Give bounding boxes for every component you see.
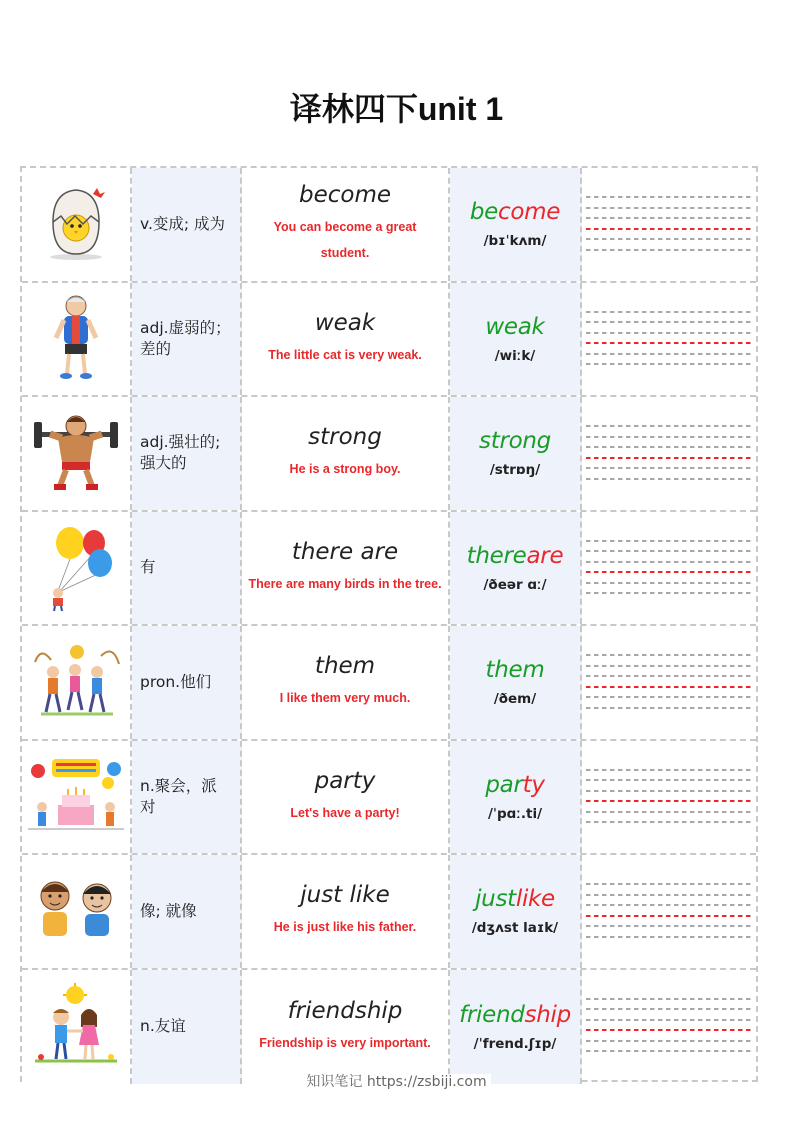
writing-line: [586, 363, 752, 365]
phonics-cell: [450, 970, 582, 1085]
phonics-cell: [450, 397, 582, 510]
chinese-meaning: adj.虚弱的；差的: [140, 318, 231, 358]
vocabulary-table: [20, 166, 758, 1082]
word-cell: [242, 741, 450, 854]
writing-line: [586, 196, 752, 198]
syllable: be: [469, 199, 499, 226]
english-word: weak: [314, 309, 376, 336]
word-cell: [242, 283, 450, 396]
writing-line: [586, 811, 752, 813]
writing-line: [586, 769, 752, 771]
writing-line: [586, 925, 752, 927]
english-word: become: [298, 182, 392, 209]
syllable-word: [485, 314, 544, 340]
writing-line: [586, 467, 752, 469]
weightlifter-icon: [32, 410, 120, 496]
writing-line: [586, 665, 752, 667]
vocab-row: [22, 512, 756, 627]
vocab-row: [22, 168, 756, 283]
picture-cell: [22, 283, 132, 396]
writing-practice-area[interactable]: [582, 283, 756, 396]
phonics-cell: [450, 168, 582, 281]
phonetic-transcription: /ˈpɑː.ti/: [487, 805, 543, 822]
chick-egg-icon: [41, 182, 111, 266]
syllable: friend: [459, 1001, 525, 1028]
picture-cell: [22, 397, 132, 510]
writing-line: [586, 707, 752, 709]
phonetic-transcription: /ðem/: [493, 691, 537, 708]
syllable: ship: [524, 1001, 571, 1028]
picture-cell: [22, 626, 132, 739]
syllable-word: [486, 657, 545, 683]
birthday-party-icon: [28, 755, 124, 839]
vocab-row: [22, 626, 756, 741]
writing-line: [586, 561, 752, 563]
phonics-cell: [450, 855, 582, 968]
english-word: strong: [308, 424, 382, 451]
writing-line: [586, 686, 752, 688]
word-cell: [242, 970, 450, 1085]
writing-line: [586, 936, 752, 938]
footer-text: 知识笔记 https://zsbiji.com: [302, 1074, 490, 1090]
writing-line: [586, 998, 752, 1000]
example-sentence: I like them very much.: [279, 691, 411, 706]
writing-line: [586, 550, 752, 552]
balloons-icon: [36, 521, 116, 615]
writing-line: [586, 894, 752, 896]
meaning-cell: [132, 283, 242, 396]
word-cell: [242, 626, 450, 739]
writing-line: [586, 311, 752, 313]
phonics-cell: [450, 626, 582, 739]
english-word: just like: [300, 882, 390, 909]
meaning-cell: [132, 970, 242, 1085]
phonetic-transcription: /wiːk/: [494, 347, 536, 364]
chinese-meaning: pron.他们: [140, 672, 212, 691]
writing-line: [586, 217, 752, 219]
chinese-meaning: 像; 就像: [140, 901, 197, 920]
picture-cell: [22, 970, 132, 1085]
syllable-word: [459, 1002, 571, 1028]
writing-line: [586, 207, 752, 209]
writing-line: [586, 779, 752, 781]
example-sentence: There are many birds in the tree.: [248, 576, 442, 591]
example-sentence: He is just like his father.: [273, 920, 417, 935]
two-boys-icon: [31, 874, 121, 948]
phonics-cell: [450, 283, 582, 396]
writing-line: [586, 592, 752, 594]
syllable: strong: [479, 428, 551, 455]
writing-line: [586, 571, 752, 573]
syllable: par: [485, 771, 523, 798]
writing-line: [586, 238, 752, 240]
writing-line: [586, 1008, 752, 1010]
vocab-row: [22, 397, 756, 512]
phonetic-transcription: /bɪˈkʌm/: [483, 233, 547, 250]
writing-practice-area[interactable]: [582, 512, 756, 625]
writing-line: [586, 883, 752, 885]
writing-line: [586, 1040, 752, 1042]
meaning-cell: [132, 168, 242, 281]
writing-line: [586, 425, 752, 427]
writing-line: [586, 353, 752, 355]
writing-line: [586, 1019, 752, 1021]
writing-line: [586, 478, 752, 480]
writing-line: [586, 821, 752, 823]
word-cell: [242, 855, 450, 968]
english-word: them: [314, 653, 376, 680]
writing-practice-area[interactable]: [582, 855, 756, 968]
writing-line: [586, 790, 752, 792]
writing-practice-area[interactable]: [582, 397, 756, 510]
writing-practice-area[interactable]: [582, 626, 756, 739]
friends-sun-icon: [31, 983, 121, 1071]
meaning-cell: [132, 741, 242, 854]
writing-line: [586, 457, 752, 459]
footer-watermark: [0, 1071, 793, 1091]
kids-playing-icon: [31, 642, 121, 722]
word-cell: [242, 168, 450, 281]
writing-line: [586, 342, 752, 344]
chinese-meaning: 有: [140, 558, 156, 577]
picture-cell: [22, 512, 132, 625]
writing-line: [586, 800, 752, 802]
writing-practice-area[interactable]: [582, 970, 756, 1085]
meaning-cell: [132, 512, 242, 625]
chinese-meaning: v.变成; 成为: [140, 214, 226, 233]
writing-line: [586, 915, 752, 917]
writing-line: [586, 228, 752, 230]
syllable: them: [485, 657, 545, 684]
syllable: come: [498, 199, 561, 226]
vocab-row: [22, 283, 756, 398]
example-sentence: Friendship is very important.: [259, 1035, 431, 1050]
syllable: there: [466, 542, 527, 569]
vocab-row: [22, 855, 756, 970]
writing-line: [586, 675, 752, 677]
picture-cell: [22, 855, 132, 968]
english-word: there are: [291, 538, 399, 565]
syllable: are: [526, 542, 564, 569]
english-word: party: [314, 767, 376, 794]
writing-line: [586, 249, 752, 251]
writing-practice-area[interactable]: [582, 741, 756, 854]
syllable-word: [485, 772, 544, 798]
picture-cell: [22, 168, 132, 281]
writing-line: [586, 1050, 752, 1052]
writing-line: [586, 321, 752, 323]
meaning-cell: [132, 397, 242, 510]
writing-line: [586, 696, 752, 698]
writing-practice-area[interactable]: [582, 168, 756, 281]
word-cell: [242, 397, 450, 510]
vocab-row: [22, 970, 756, 1085]
example-sentence: Let's have a party!: [290, 805, 400, 820]
example-sentence: The little cat is very weak.: [268, 347, 422, 362]
writing-line: [586, 332, 752, 334]
meaning-cell: [132, 855, 242, 968]
syllable: just: [475, 886, 516, 913]
chinese-meaning: n.友谊: [140, 1017, 186, 1036]
chinese-meaning: adj.强壮的; 强大的: [140, 433, 221, 473]
writing-line: [586, 436, 752, 438]
chinese-meaning: n.聚会，派对: [140, 776, 217, 816]
example-sentence: You can become a great student.: [273, 220, 417, 261]
writing-line: [586, 540, 752, 542]
syllable: weak: [485, 313, 545, 340]
phonetic-transcription: /strɒŋ/: [489, 462, 541, 479]
syllable: ty: [522, 771, 545, 798]
weak-old-man-icon: [46, 292, 106, 386]
writing-line: [586, 1029, 752, 1031]
syllable-word: [470, 199, 560, 225]
word-cell: [242, 512, 450, 625]
phonetic-transcription: /dʒʌst laɪk/: [471, 920, 559, 937]
writing-line: [586, 654, 752, 656]
phonics-cell: [450, 512, 582, 625]
phonetic-transcription: /ˈfrend.ʃɪp/: [473, 1035, 557, 1052]
writing-line: [586, 582, 752, 584]
phonetic-transcription: /ðeər ɑː/: [483, 576, 547, 593]
phonics-cell: [450, 741, 582, 854]
vocab-row: [22, 741, 756, 856]
syllable-word: [479, 428, 551, 454]
syllable-word: [475, 886, 555, 912]
page-title: 译林四下unit 1: [289, 91, 504, 127]
syllable: like: [515, 886, 555, 913]
english-word: friendship: [287, 997, 403, 1024]
syllable-word: [467, 543, 564, 569]
meaning-cell: [132, 626, 242, 739]
writing-line: [586, 904, 752, 906]
writing-line: [586, 446, 752, 448]
picture-cell: [22, 741, 132, 854]
example-sentence: He is a strong boy.: [289, 462, 401, 477]
